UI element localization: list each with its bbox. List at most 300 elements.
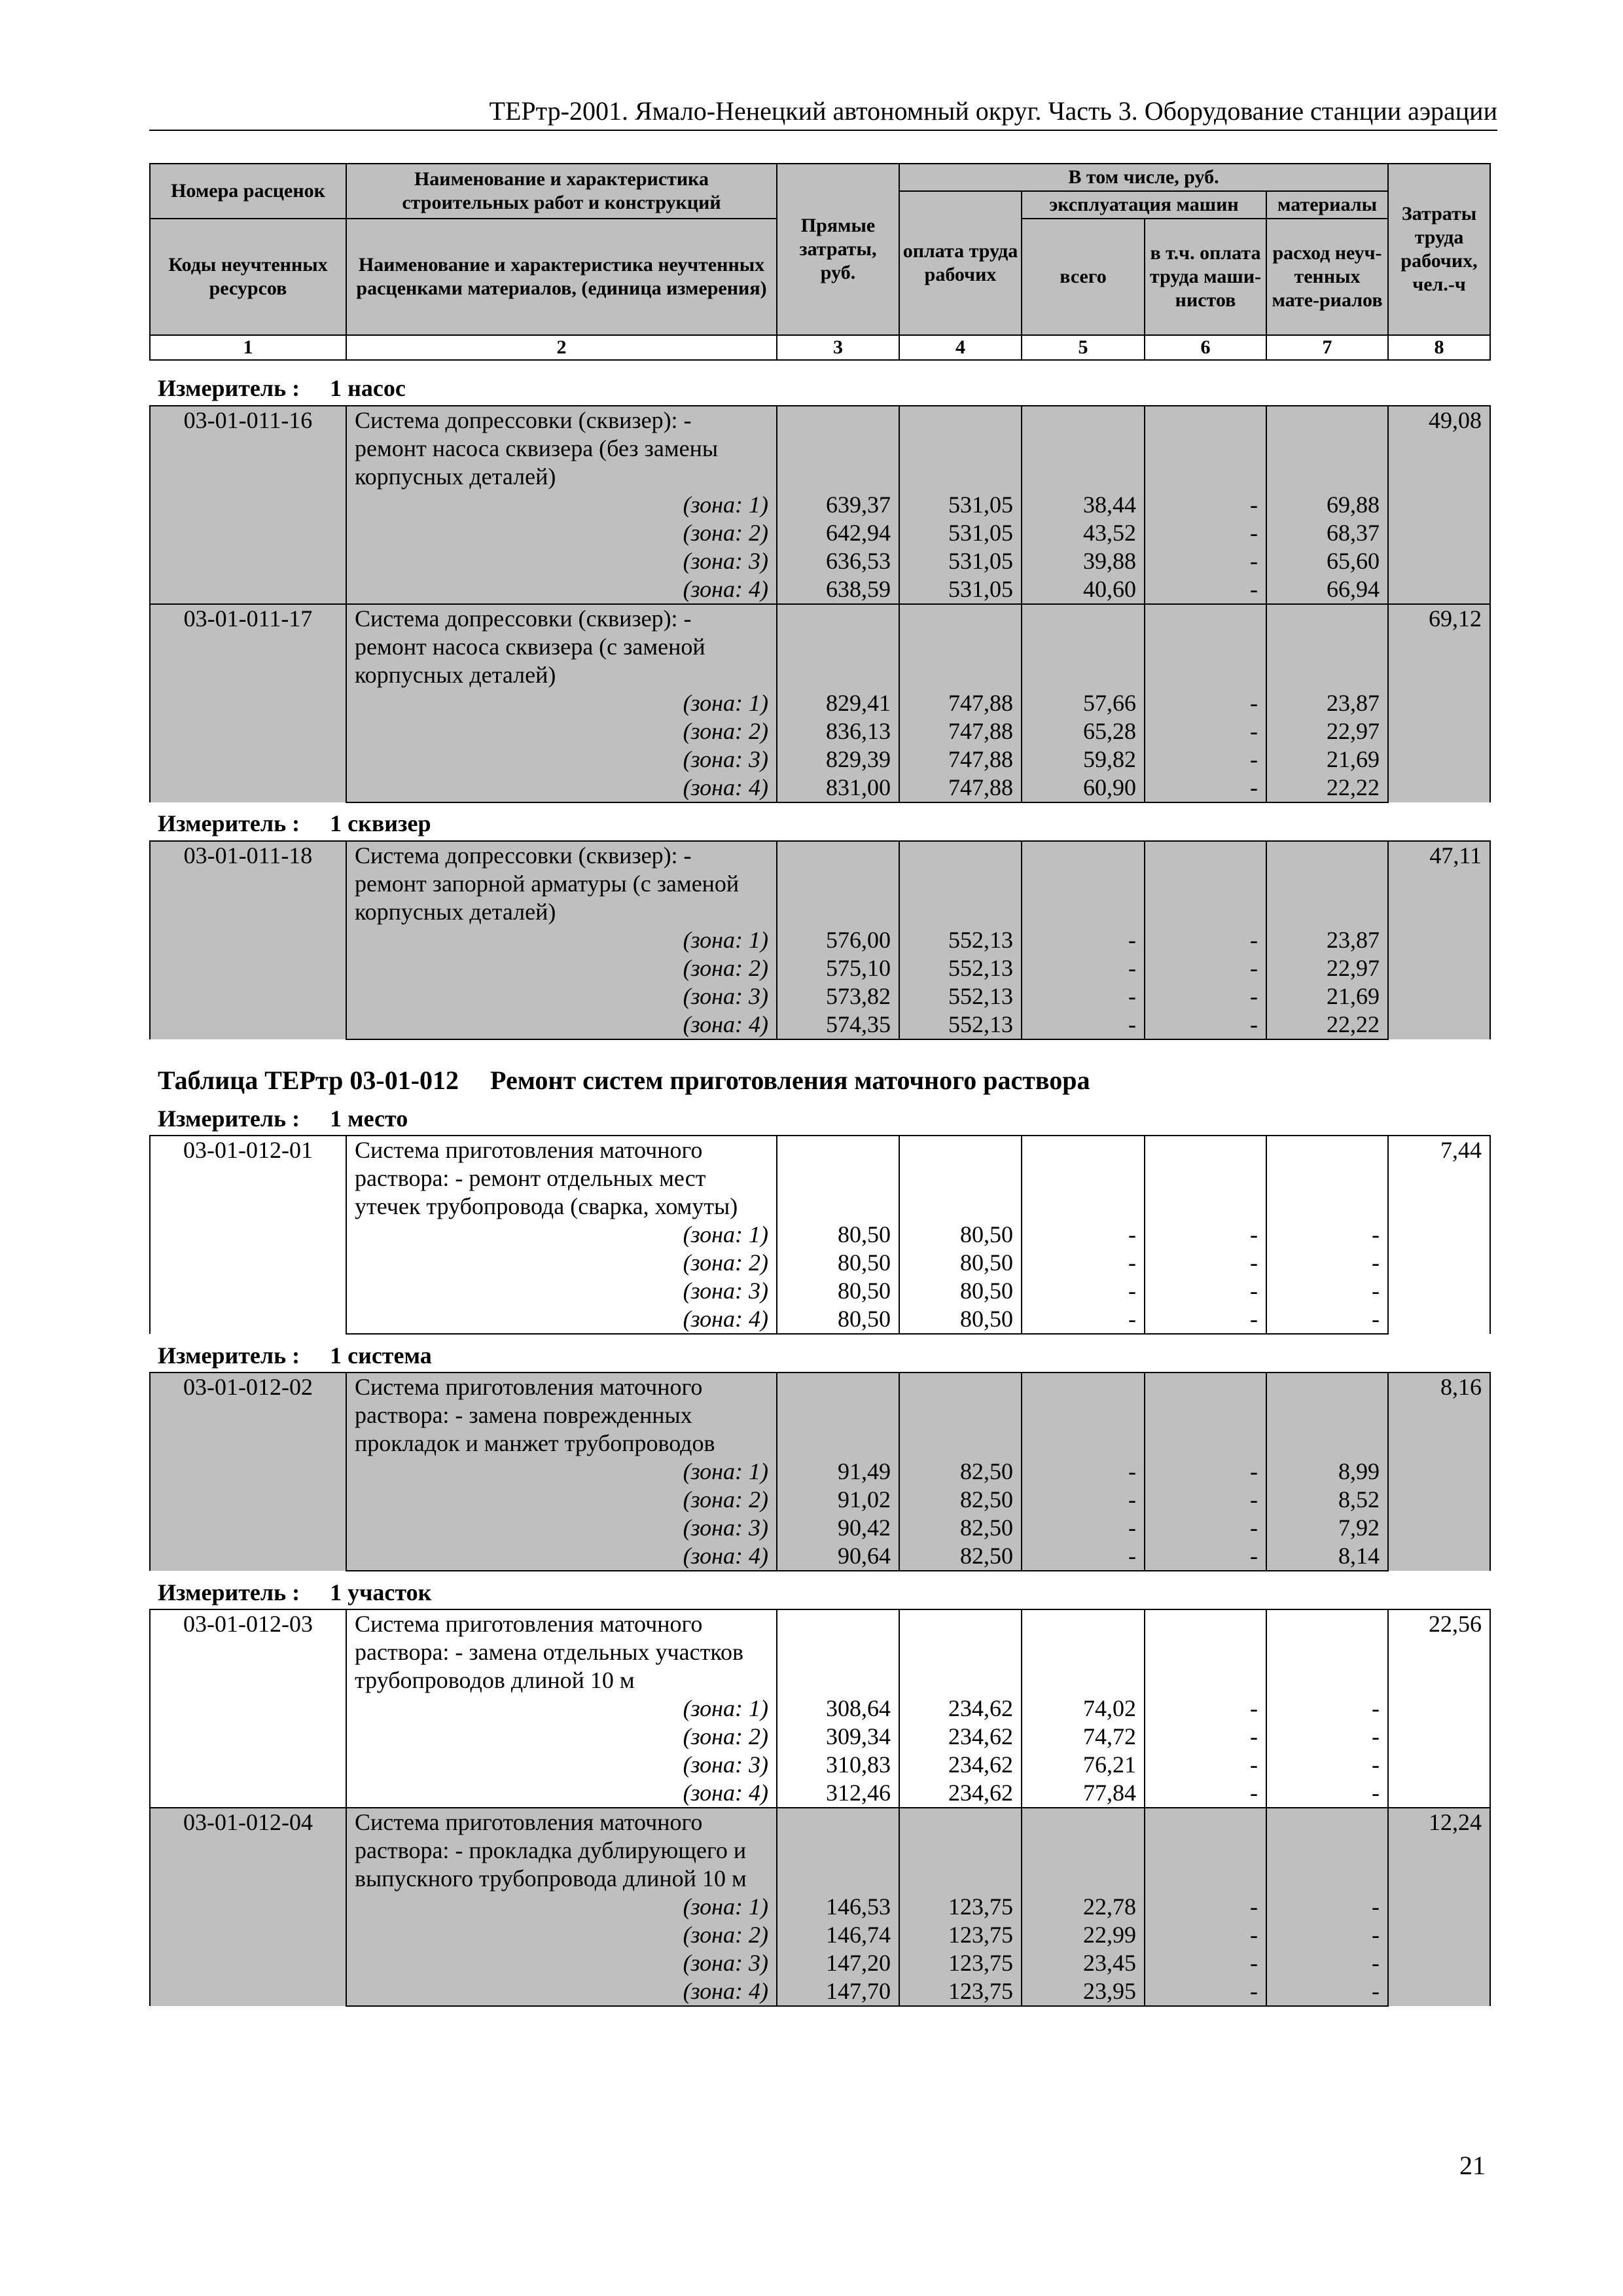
empty-cell xyxy=(1266,841,1388,870)
measure-label: Измеритель : xyxy=(158,1579,300,1605)
empty-cell xyxy=(1145,463,1266,491)
table-row xyxy=(150,1893,1490,1921)
table-row xyxy=(150,1751,1490,1779)
rate-description: раствора: - прокладка дублирующего и xyxy=(346,1837,777,1865)
machinist-wage: - xyxy=(1145,745,1266,774)
empty-cell xyxy=(1145,1865,1266,1893)
machine-cost: 60,90 xyxy=(1022,774,1145,802)
empty-cell xyxy=(1266,661,1388,689)
header-num: 1 xyxy=(150,335,346,360)
empty-cell xyxy=(1266,1401,1388,1429)
machinist-wage: - xyxy=(1145,1011,1266,1039)
table-row xyxy=(150,1277,1490,1305)
measure-label: Измеритель : xyxy=(158,810,300,836)
empty-cell xyxy=(899,1372,1022,1401)
zone-label: (зона: 3) xyxy=(346,1751,777,1779)
empty-cell xyxy=(1022,1401,1145,1429)
direct-cost: 636,53 xyxy=(777,547,899,575)
empty-cell xyxy=(1022,1136,1145,1164)
empty-cell xyxy=(1266,1164,1388,1193)
empty-cell xyxy=(1145,406,1266,435)
machine-cost: 76,21 xyxy=(1022,1751,1145,1779)
table-row xyxy=(150,1666,1490,1695)
zone-label: (зона: 3) xyxy=(346,547,777,575)
empty-cell xyxy=(777,633,899,661)
rate-description: Система допрессовки (сквизер): - xyxy=(346,604,777,633)
material-cost: 8,52 xyxy=(1266,1486,1388,1514)
rate-description: Система приготовления маточного xyxy=(346,1136,777,1164)
empty-cell xyxy=(777,898,899,926)
header-col6: в т.ч. оплата труда маши-нистов xyxy=(1145,219,1266,335)
direct-cost: 80,50 xyxy=(777,1221,899,1249)
material-cost: 7,92 xyxy=(1266,1514,1388,1542)
worker-wage: 123,75 xyxy=(899,1893,1022,1921)
machinist-wage: - xyxy=(1145,774,1266,802)
direct-cost: 309,34 xyxy=(777,1723,899,1751)
table-row xyxy=(150,1949,1490,1977)
empty-cell xyxy=(1145,1638,1266,1666)
table-row xyxy=(150,633,1490,661)
table-row xyxy=(150,604,1490,633)
machinist-wage: - xyxy=(1145,1277,1266,1305)
table-row xyxy=(150,1837,1490,1865)
worker-wage: 80,50 xyxy=(899,1221,1022,1249)
header-number-row xyxy=(150,335,1490,360)
empty-cell xyxy=(1022,1193,1145,1221)
material-cost: 23,87 xyxy=(1266,689,1388,717)
empty-cell xyxy=(777,1164,899,1193)
material-cost: 21,69 xyxy=(1266,982,1388,1011)
empty-cell xyxy=(899,406,1022,435)
machinist-wage: - xyxy=(1145,1249,1266,1277)
empty-cell xyxy=(899,1136,1022,1164)
empty-cell xyxy=(1022,870,1145,898)
worker-wage: 747,88 xyxy=(899,774,1022,802)
header-materials: материалы xyxy=(1266,191,1388,219)
table-row xyxy=(150,774,1490,802)
table-row xyxy=(150,898,1490,926)
worker-wage: 234,62 xyxy=(899,1779,1022,1808)
empty-cell xyxy=(1145,898,1266,926)
machine-cost: - xyxy=(1022,982,1145,1011)
rate-code: 03-01-011-18 xyxy=(150,841,346,1039)
empty-cell xyxy=(1266,1136,1388,1164)
rate-code: 03-01-012-01 xyxy=(150,1136,346,1334)
header-col8: Затраты труда рабочих, чел.-ч xyxy=(1388,164,1490,335)
empty-cell xyxy=(1266,1429,1388,1458)
table-row xyxy=(150,435,1490,463)
empty-cell xyxy=(777,1401,899,1429)
empty-cell xyxy=(1145,1193,1266,1221)
zone-label: (зона: 1) xyxy=(346,491,777,519)
empty-cell xyxy=(1266,435,1388,463)
rate-description: раствора: - замена поврежденных xyxy=(346,1401,777,1429)
header-col2-bottom: Наименование и характеристика неучтенных расценками материалов, (единица измерения) xyxy=(346,219,777,335)
worker-wage: 531,05 xyxy=(899,575,1022,604)
empty-cell xyxy=(1145,1401,1266,1429)
empty-cell xyxy=(1022,1837,1145,1865)
table-row xyxy=(150,982,1490,1011)
direct-cost: 574,35 xyxy=(777,1011,899,1039)
rate-description: ремонт насоса сквизера (без замены xyxy=(346,435,777,463)
table-row xyxy=(150,689,1490,717)
empty-cell xyxy=(899,1401,1022,1429)
machinist-wage: - xyxy=(1145,1486,1266,1514)
empty-cell xyxy=(1145,841,1266,870)
table-row xyxy=(150,406,1490,435)
empty-cell xyxy=(899,435,1022,463)
empty-cell xyxy=(1022,661,1145,689)
empty-cell xyxy=(899,463,1022,491)
header-num: 5 xyxy=(1022,335,1145,360)
rates-table xyxy=(149,1372,1491,1571)
empty-cell xyxy=(1022,1372,1145,1401)
direct-cost: 147,20 xyxy=(777,1949,899,1977)
header-num: 3 xyxy=(777,335,899,360)
machinist-wage: - xyxy=(1145,519,1266,547)
table-row xyxy=(150,547,1490,575)
empty-cell xyxy=(777,1609,899,1638)
machine-cost: - xyxy=(1022,1486,1145,1514)
empty-cell xyxy=(1145,1609,1266,1638)
empty-cell xyxy=(899,1609,1022,1638)
empty-cell xyxy=(1022,1609,1145,1638)
table-row xyxy=(150,954,1490,982)
zone-label: (зона: 1) xyxy=(346,1458,777,1486)
header-num: 7 xyxy=(1266,335,1388,360)
empty-cell xyxy=(1022,435,1145,463)
empty-cell xyxy=(1145,1164,1266,1193)
zone-label: (зона: 4) xyxy=(346,1779,777,1808)
empty-cell xyxy=(1266,1865,1388,1893)
worker-wage: 552,13 xyxy=(899,982,1022,1011)
machine-cost: - xyxy=(1022,1277,1145,1305)
rate-description: трубопроводов длиной 10 м xyxy=(346,1666,777,1695)
machinist-wage: - xyxy=(1145,547,1266,575)
table-row xyxy=(150,1808,1490,1837)
rate-description: ремонт насоса сквизера (с заменой xyxy=(346,633,777,661)
rate-description: прокладок и манжет трубопроводов xyxy=(346,1429,777,1458)
empty-cell xyxy=(1022,841,1145,870)
labor-hours: 47,11 xyxy=(1388,841,1490,1039)
rates-table xyxy=(149,1135,1491,1335)
worker-wage: 82,50 xyxy=(899,1486,1022,1514)
table-row xyxy=(150,1011,1490,1039)
empty-cell xyxy=(1022,463,1145,491)
empty-cell xyxy=(1266,406,1388,435)
empty-cell xyxy=(1266,870,1388,898)
zone-label: (зона: 3) xyxy=(346,1949,777,1977)
empty-cell xyxy=(1145,1372,1266,1401)
rates-table xyxy=(149,405,1491,803)
empty-cell xyxy=(899,1193,1022,1221)
worker-wage: 531,05 xyxy=(899,519,1022,547)
material-cost: - xyxy=(1266,1723,1388,1751)
empty-cell xyxy=(777,1372,899,1401)
rate-description: ремонт запорной арматуры (с заменой xyxy=(346,870,777,898)
worker-wage: 80,50 xyxy=(899,1249,1022,1277)
page-number: 21 xyxy=(1459,2151,1486,2180)
direct-cost: 146,53 xyxy=(777,1893,899,1921)
machinist-wage: - xyxy=(1145,1695,1266,1723)
worker-wage: 82,50 xyxy=(899,1514,1022,1542)
machinist-wage: - xyxy=(1145,1949,1266,1977)
empty-cell xyxy=(777,1808,899,1837)
zone-label: (зона: 4) xyxy=(346,774,777,802)
measure-unit: 1 место xyxy=(330,1105,408,1132)
table-row xyxy=(150,1514,1490,1542)
table-row xyxy=(150,1221,1490,1249)
table-row xyxy=(150,1429,1490,1458)
measure-line xyxy=(158,374,406,402)
measure-line xyxy=(158,810,431,837)
machine-cost: 77,84 xyxy=(1022,1779,1145,1808)
rate-code: 03-01-012-02 xyxy=(150,1372,346,1571)
empty-cell xyxy=(777,1865,899,1893)
empty-cell xyxy=(1266,463,1388,491)
worker-wage: 80,50 xyxy=(899,1305,1022,1334)
machine-cost: 43,52 xyxy=(1022,519,1145,547)
material-cost: - xyxy=(1266,1977,1388,2006)
zone-label: (зона: 1) xyxy=(346,1221,777,1249)
table-row xyxy=(150,1193,1490,1221)
rate-description: корпусных деталей) xyxy=(346,898,777,926)
measure-label: Измеритель : xyxy=(158,1105,300,1132)
rate-description: утечек трубопровода (сварка, хомуты) xyxy=(346,1193,777,1221)
table-row xyxy=(150,1695,1490,1723)
material-cost: 22,97 xyxy=(1266,954,1388,982)
empty-cell xyxy=(777,1837,899,1865)
material-cost: - xyxy=(1266,1695,1388,1723)
machine-cost: 65,28 xyxy=(1022,717,1145,745)
worker-wage: 234,62 xyxy=(899,1695,1022,1723)
zone-label: (зона: 1) xyxy=(346,926,777,954)
empty-cell xyxy=(777,1136,899,1164)
machinist-wage: - xyxy=(1145,717,1266,745)
material-cost: 22,22 xyxy=(1266,774,1388,802)
rate-description: корпусных деталей) xyxy=(346,661,777,689)
page-header: ТЕРтр-2001. Ямало-Ненецкий автономный округ. Часть 3. Оборудование станции аэрации xyxy=(149,93,1497,131)
zone-label: (зона: 3) xyxy=(346,1277,777,1305)
zone-label: (зона: 3) xyxy=(346,1514,777,1542)
measure-label: Измеритель : xyxy=(158,1342,300,1369)
direct-cost: 573,82 xyxy=(777,982,899,1011)
rate-description: корпусных деталей) xyxy=(346,463,777,491)
zone-label: (зона: 4) xyxy=(346,1011,777,1039)
table-row xyxy=(150,1372,1490,1401)
table-row xyxy=(150,1136,1490,1164)
empty-cell xyxy=(1145,633,1266,661)
table-row xyxy=(150,463,1490,491)
empty-cell xyxy=(1145,1136,1266,1164)
rate-description: раствора: - ремонт отдельных мест xyxy=(346,1164,777,1193)
header-num: 2 xyxy=(346,335,777,360)
empty-cell xyxy=(899,633,1022,661)
empty-cell xyxy=(899,898,1022,926)
worker-wage: 123,75 xyxy=(899,1977,1022,2006)
rate-description: раствора: - замена отдельных участков xyxy=(346,1638,777,1666)
table-row xyxy=(150,745,1490,774)
material-cost: 21,69 xyxy=(1266,745,1388,774)
worker-wage: 747,88 xyxy=(899,689,1022,717)
header-col5: всего xyxy=(1022,219,1145,335)
empty-cell xyxy=(777,406,899,435)
material-cost: - xyxy=(1266,1921,1388,1949)
empty-cell xyxy=(777,870,899,898)
table-row xyxy=(150,491,1490,519)
machine-cost: 39,88 xyxy=(1022,547,1145,575)
empty-cell xyxy=(777,1666,899,1695)
worker-wage: 234,62 xyxy=(899,1723,1022,1751)
empty-cell xyxy=(899,1808,1022,1837)
empty-cell xyxy=(1145,604,1266,633)
machine-cost: 74,02 xyxy=(1022,1695,1145,1723)
zone-label: (зона: 1) xyxy=(346,1695,777,1723)
measure-unit: 1 насос xyxy=(330,375,406,401)
rates-table xyxy=(149,1609,1491,2007)
empty-cell xyxy=(777,1638,899,1666)
material-cost: - xyxy=(1266,1305,1388,1334)
machine-cost: 74,72 xyxy=(1022,1723,1145,1751)
material-cost: 23,87 xyxy=(1266,926,1388,954)
header-num: 8 xyxy=(1388,335,1490,360)
zone-label: (зона: 2) xyxy=(346,1249,777,1277)
labor-hours: 69,12 xyxy=(1388,604,1490,802)
empty-cell xyxy=(1022,1666,1145,1695)
empty-cell xyxy=(1266,1372,1388,1401)
zone-label: (зона: 2) xyxy=(346,1921,777,1949)
rate-description: Система приготовления маточного xyxy=(346,1372,777,1401)
empty-cell xyxy=(777,435,899,463)
empty-cell xyxy=(899,1164,1022,1193)
direct-cost: 91,02 xyxy=(777,1486,899,1514)
empty-cell xyxy=(777,1193,899,1221)
header-col1-bottom: Коды неучтенных ресурсов xyxy=(150,219,346,335)
machinist-wage: - xyxy=(1145,1221,1266,1249)
header-num: 4 xyxy=(899,335,1022,360)
header-col4: оплата труда рабочих xyxy=(899,191,1022,335)
machine-cost: - xyxy=(1022,954,1145,982)
rate-description: Система допрессовки (сквизер): - xyxy=(346,406,777,435)
machine-cost: 23,45 xyxy=(1022,1949,1145,1977)
material-cost: - xyxy=(1266,1277,1388,1305)
empty-cell xyxy=(1022,1164,1145,1193)
measure-unit: 1 система xyxy=(330,1342,432,1369)
zone-label: (зона: 4) xyxy=(346,1305,777,1334)
measure-line xyxy=(158,1342,432,1369)
machine-cost: - xyxy=(1022,1011,1145,1039)
empty-cell xyxy=(899,1429,1022,1458)
zone-label: (зона: 1) xyxy=(346,689,777,717)
direct-cost: 576,00 xyxy=(777,926,899,954)
direct-cost: 91,49 xyxy=(777,1458,899,1486)
empty-cell xyxy=(1022,633,1145,661)
direct-cost: 575,10 xyxy=(777,954,899,982)
empty-cell xyxy=(899,1666,1022,1695)
direct-cost: 831,00 xyxy=(777,774,899,802)
zone-label: (зона: 2) xyxy=(346,954,777,982)
zone-label: (зона: 3) xyxy=(346,982,777,1011)
machine-cost: 40,60 xyxy=(1022,575,1145,604)
zone-label: (зона: 2) xyxy=(346,1723,777,1751)
empty-cell xyxy=(1145,661,1266,689)
material-cost: 22,22 xyxy=(1266,1011,1388,1039)
table-row xyxy=(150,1458,1490,1486)
empty-cell xyxy=(1266,1808,1388,1837)
machinist-wage: - xyxy=(1145,926,1266,954)
material-cost: - xyxy=(1266,1249,1388,1277)
labor-hours: 8,16 xyxy=(1388,1372,1490,1571)
table-row xyxy=(150,1401,1490,1429)
empty-cell xyxy=(1266,1666,1388,1695)
table-row xyxy=(150,1305,1490,1334)
table-row xyxy=(150,1249,1490,1277)
table-row xyxy=(150,1486,1490,1514)
table-row xyxy=(150,717,1490,745)
machine-cost: 23,95 xyxy=(1022,1977,1145,2006)
worker-wage: 82,50 xyxy=(899,1542,1022,1571)
material-cost: 66,94 xyxy=(1266,575,1388,604)
rate-description: Система приготовления маточного xyxy=(346,1808,777,1837)
machinist-wage: - xyxy=(1145,491,1266,519)
labor-hours: 12,24 xyxy=(1388,1808,1490,2006)
rate-code: 03-01-012-03 xyxy=(150,1609,346,1808)
empty-cell xyxy=(777,661,899,689)
direct-cost: 90,64 xyxy=(777,1542,899,1571)
machine-cost: - xyxy=(1022,1514,1145,1542)
header-col2-top: Наименование и характеристика строительных работ и конструкций xyxy=(346,164,777,219)
empty-cell xyxy=(1266,1638,1388,1666)
worker-wage: 747,88 xyxy=(899,717,1022,745)
machine-cost: - xyxy=(1022,1542,1145,1571)
empty-cell xyxy=(1022,604,1145,633)
machinist-wage: - xyxy=(1145,1779,1266,1808)
measure-label: Измеритель : xyxy=(158,375,300,401)
rate-description: выпускного трубопровода длиной 10 м xyxy=(346,1865,777,1893)
material-cost: 65,60 xyxy=(1266,547,1388,575)
direct-cost: 80,50 xyxy=(777,1305,899,1334)
worker-wage: 531,05 xyxy=(899,491,1022,519)
empty-cell xyxy=(899,661,1022,689)
material-cost: - xyxy=(1266,1751,1388,1779)
material-cost: 68,37 xyxy=(1266,519,1388,547)
table-row xyxy=(150,870,1490,898)
empty-cell xyxy=(899,604,1022,633)
labor-hours: 7,44 xyxy=(1388,1136,1490,1334)
measure-line xyxy=(158,1105,408,1132)
empty-cell xyxy=(1145,870,1266,898)
machinist-wage: - xyxy=(1145,689,1266,717)
machine-cost: - xyxy=(1022,1221,1145,1249)
worker-wage: 123,75 xyxy=(899,1921,1022,1949)
empty-cell xyxy=(1145,435,1266,463)
table-row xyxy=(150,1865,1490,1893)
rate-description: Система допрессовки (сквизер): - xyxy=(346,841,777,870)
material-cost: - xyxy=(1266,1221,1388,1249)
header-col3: Прямые затраты, руб. xyxy=(777,164,899,335)
header-incl: В том числе, руб. xyxy=(899,164,1388,191)
direct-cost: 308,64 xyxy=(777,1695,899,1723)
zone-label: (зона: 4) xyxy=(346,1542,777,1571)
header-col1-top: Номера расценок xyxy=(150,164,346,219)
empty-cell xyxy=(899,1837,1022,1865)
empty-cell xyxy=(1266,898,1388,926)
empty-cell xyxy=(1266,604,1388,633)
direct-cost: 310,83 xyxy=(777,1751,899,1779)
worker-wage: 82,50 xyxy=(899,1458,1022,1486)
labor-hours: 22,56 xyxy=(1388,1609,1490,1808)
table-row xyxy=(150,1609,1490,1638)
